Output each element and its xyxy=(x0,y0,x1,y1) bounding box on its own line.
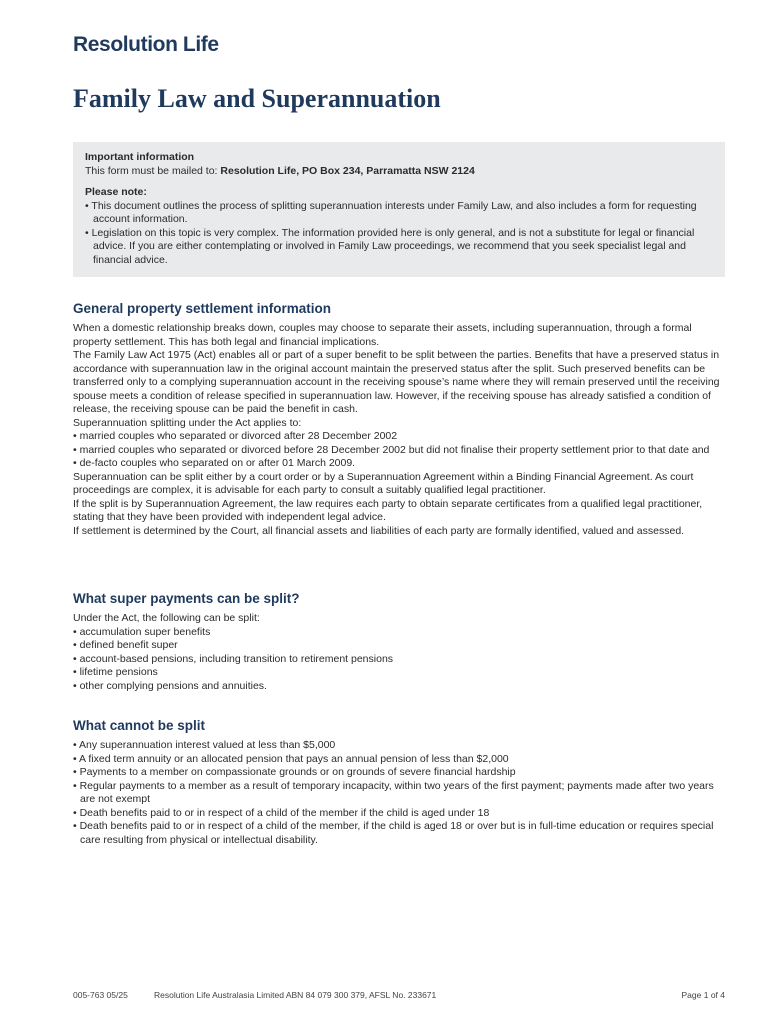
page-title: Family Law and Superannuation xyxy=(73,84,441,113)
list-item: • Death benefits paid to or in respect of a child of the member if the child is aged under 18 xyxy=(73,806,490,819)
paragraph: Superannuation splitting under the Act applies to: xyxy=(73,416,302,429)
split-section xyxy=(73,591,728,693)
paragraph: If the split is by Superannuation Agreement, the law requires each party to obtain separate certificates from a qualified legal practitioner, stating that they have been provided with independent legal advice. xyxy=(73,497,703,523)
info-heading: Important information xyxy=(85,151,195,163)
list-item: • accumulation super benefits xyxy=(73,625,211,638)
list-item: • Regular payments to a member as a result of temporary incapacity, within two years of the first payment; payments made after two years are not exempt xyxy=(73,779,714,805)
list-item: • Death benefits paid to or in respect of a child of the member, if the child is aged 18 or over but is in full-time education or requires special care resulting from physical or intellectual disability. xyxy=(73,820,714,846)
paragraph: When a domestic relationship breaks down, couples may choose to separate their assets, including superannuation, through a formal property settlement. This has both legal and financial implications. xyxy=(73,322,692,348)
mail-address: Resolution Life, PO Box 234, Parramatta NSW 2124 xyxy=(220,164,475,177)
note-list xyxy=(85,200,713,268)
split-list xyxy=(73,626,728,694)
list-item: • de-facto couples who separated on or after 01 March 2009. xyxy=(73,457,356,469)
mail-instruction xyxy=(85,165,713,179)
list-item: • A fixed term annuity or an allocated pension that pays an annual pension of less than $2,000 xyxy=(73,752,509,765)
important-info-box xyxy=(73,142,725,277)
paragraph: If settlement is determined by the Court, all financial assets and liabilities of each party are formally identified, valued and assessed. xyxy=(73,524,685,537)
list-item: • Payments to a member on compassionate grounds or on grounds of severe financial hardship xyxy=(73,766,516,778)
section-heading: What super payments can be split? xyxy=(73,591,300,606)
list-item: • defined benefit super xyxy=(73,639,178,651)
nosplit-section xyxy=(73,718,728,847)
paragraph: Under the Act, the following can be split: xyxy=(73,612,260,624)
note-heading: Please note: xyxy=(85,186,147,198)
footer-code: 005-763 05/25 xyxy=(73,990,128,1000)
note-item: • This document outlines the process of splitting superannuation interests under Family Law, and also includes a form for requesting account information. xyxy=(85,199,697,225)
nosplit-list xyxy=(73,739,728,847)
applies-list xyxy=(73,430,728,471)
paragraph: Superannuation can be split either by a court order or by a Superannuation Agreement within a Binding Financial Agreement. As court proceedings are complex, it is advisable for each party to consult a suitably qualified legal practitioner. xyxy=(73,470,694,496)
footer-company: Resolution Life Australasia Limited ABN 84 079 300 379, AFSL No. 233671 xyxy=(154,990,437,1000)
mail-prefix: This form must be mailed to: xyxy=(85,164,221,177)
list-item: • married couples who separated or divorced before 28 December 2002 but did not finalise their property settlement prior to that date and xyxy=(73,443,710,456)
company-logo: Resolution Life xyxy=(73,33,219,56)
general-section xyxy=(73,301,728,538)
list-item: • lifetime pensions xyxy=(73,666,158,678)
section-heading: General property settlement information xyxy=(73,301,332,316)
footer-page-number: Page 1 of 4 xyxy=(681,990,725,1000)
note-item: • Legislation on this topic is very complex. The information provided here is only general, and is not a substitute for legal or financial advice. If you are either contemplating or involved in Family Law proceedings, we recommend that you seek specialist legal and financial advice. xyxy=(85,226,695,266)
list-item: • account-based pensions, including transition to retirement pensions xyxy=(73,652,394,665)
section-heading: What cannot be split xyxy=(73,718,206,733)
list-item: • other complying pensions and annuities. xyxy=(73,679,267,692)
paragraph: The Family Law Act 1975 (Act) enables all or part of a super benefit to be split between the parties. Benefits that have a preserved status in accordance with superannuation law in the original account maintain the preserved status after the split. Such preserved benefits can be transferred only to a complying superannuation account in the receiving spouse’s name where they will remain preserved until the receiving spouse meets a condition of release specified in superannuation law. However, if the receiving spouse has already satisfied a condition of release, the receiving spouse can be paid the benefit in cash. xyxy=(73,349,720,415)
list-item: • married couples who separated or divorced after 28 December 2002 xyxy=(73,430,398,442)
list-item: • Any superannuation interest valued at less than $5,000 xyxy=(73,739,336,751)
